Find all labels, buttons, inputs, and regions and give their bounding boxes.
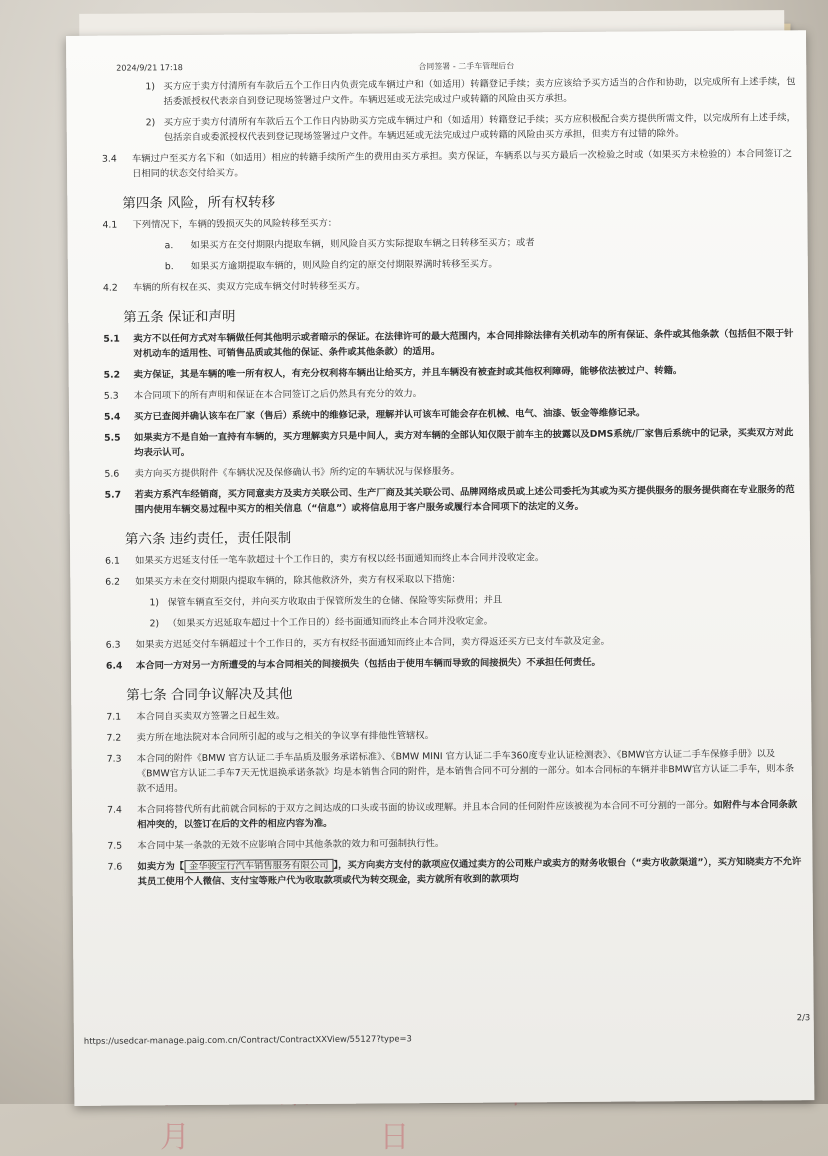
- clause-text: 本合同的附件《BMW 官方认证二手车品质及服务承诺标准》、《BMW MINI 官方认证二手车360度专业认证检测表》、《BMW官方认证二手车保修手册》以及《BMW官方认证二手车7天无忧退换承诺条款》均是本销售合同的附件，是本销售合同不可分割的一部分。如本合同标的车辆并非BMW官方认证二手车，则本条款不适用。: [136, 748, 795, 795]
- page-number: 2/3: [796, 1012, 811, 1023]
- clause: [104, 425, 799, 460]
- clause-number: 2): [145, 117, 156, 129]
- clause-number: 6.1: [105, 555, 120, 567]
- clause-text: 保管车辆直至交付，并向买方收取由于保管所发生的仓储、保险等实际费用；并且: [167, 594, 503, 609]
- clause-text: 如果买方未在交付期限内提取车辆的，除其他救济外，卖方有权采取以下措施：: [135, 573, 461, 588]
- clause: [106, 725, 801, 745]
- clause-text: 本合同中某一条款的无效不应影响合同中其他条款的效力和可强制执行性。: [137, 838, 445, 852]
- clause: [105, 569, 800, 589]
- clause: [101, 146, 797, 181]
- clause-number: 7.6: [107, 861, 123, 873]
- clause-text: 如果卖方迟延交付车辆超过十个工作日的，买方有权经书面通知而终止本合同，卖方得返还买方已支付车款及定金。: [135, 635, 610, 651]
- clause-number: 1): [149, 597, 160, 609]
- contract-page: [66, 30, 814, 1106]
- clause: [105, 653, 801, 673]
- clause: [107, 833, 802, 853]
- clause-text: 若卖方系汽车经销商，买方同意卖方及卖方关联公司、生产厂商及其关联公司、品牌网络成员或上述公司委托为其或为买方提供服务的服务提供商在专业服务的范围内使用车辆交易过程中买方的相关信息（“信息”）或将信息用于客户服务或履行本合同项下的法定的义务。: [134, 484, 795, 516]
- clause-number: 5.6: [104, 468, 120, 480]
- clause-number: 5.5: [104, 432, 121, 444]
- clause-number: a.: [164, 240, 174, 252]
- clause-text: 本合同项下的所有声明和保证在本合同签订之后仍然具有充分的效力。: [133, 388, 423, 402]
- clause: [105, 548, 800, 568]
- clause-text: 买方已查阅并确认该车在厂家（售后）系统中的维修记录，理解并认可该车可能会存在机械、电气、油漆、钣金等维修记录。: [133, 407, 646, 423]
- clause-text: 卖方不以任何方式对车辆做任何其他明示或者暗示的保证。在法律许可的最大范围内，本合同排除法律有关机动车的所有保证、条件或其他条款（包括但不限于针对机动车的适用性、可销售品质或其他的保证、条件或其他条款）的适用。: [133, 328, 794, 360]
- clause-text: 如果卖方不是自始一直持有车辆的，买方理解卖方只是中间人，卖方对车辆的全部认知仅限于前车主的披露以及DMS系统/厂家售后系统中的记录，买卖双方对此均表示认可。: [134, 427, 794, 459]
- clause: [103, 362, 799, 382]
- clause: [116, 611, 801, 631]
- clause-text: （如果买方迟延取车超过十个工作日的）经书面通知而终止本合同并没收定金。: [167, 615, 494, 630]
- clause-text: 卖方保证，其是车辆的唯一所有权人，有充分权利将车辆出让给买方，并且车辆没有被查封或其他权利障碍，能够依法被过户、转籍。: [133, 365, 683, 381]
- clause: [102, 212, 797, 232]
- clause: [112, 110, 797, 145]
- clause-number: 7.4: [107, 804, 122, 816]
- clause-number: 1): [145, 81, 155, 93]
- section-heading: 第六条 违约责任，责任限制: [124, 530, 292, 548]
- clause-number: 5.1: [103, 333, 120, 345]
- clause-number: 7.2: [106, 732, 122, 744]
- bottom-stamp-text: 月 日: [160, 1120, 500, 1155]
- clause-text: 车辆的所有权在买、卖双方完成车辆交付时转移至买方。: [132, 280, 366, 294]
- section-heading: 第四条 风险，所有权转移: [122, 194, 276, 212]
- clause-text: 如果买方逾期提取车辆的，则风险自约定的原交付期限界满时转移至买方。: [190, 258, 498, 273]
- clause: [104, 482, 800, 517]
- clause-number: b.: [164, 261, 174, 273]
- clause-number: 6.4: [105, 660, 123, 672]
- clause: [107, 797, 802, 832]
- clause-text: 买方应于卖方付清所有车款后五个工作日内协助买方完成车辆过户和（如适用）转籍登记手续；买方应积极配合卖方提供所需文件，以完成所有上述手续，包括亲自或委派授权代表到登记现场签署过户文件。车辆迟延或无法完成过户或转籍的风险由买方承担，但卖方有过错的除外。: [163, 112, 796, 144]
- clause: [113, 254, 798, 274]
- header-title: 合同签署 - 二手车管理后台: [418, 61, 515, 72]
- clause: [113, 233, 798, 253]
- clause-number: 6.3: [105, 639, 121, 651]
- clause-text: 买方应于卖方付清所有车款后五个工作日内负责完成车辆过户和（如适用）转籍登记手续；卖方应该给予买方适当的合作和协助，以完成所有上述手续，包括委派授权代表亲自到登记现场签署过户文件。车辆迟延或无法完成过户或转籍的风险由买方承担。: [163, 76, 796, 108]
- company-name-box: 金华骏宝行汽车销售服务有限公司: [184, 859, 334, 873]
- section-heading: 第五条 保证和声明: [123, 308, 236, 326]
- clause: [107, 854, 802, 889]
- clause-number: 7.1: [106, 711, 122, 723]
- clause-number: 4.2: [102, 282, 118, 294]
- clause-text: 车辆过户至买方名下和（如适用）相应的转籍手续所产生的费用由买方承担。卖方保证，车辆系以与买方最后一次检验之时或（如果买方未检验的）本合同签订之日相同的状态交付给买方。: [131, 148, 793, 180]
- clause-text: 本合同将替代所有此前就合同标的于双方之间达成的口头或书面的协议或理解。并且本合同的任何附件应该被视为本合同不可分割的一部分。如附件与本合同条款相冲突的，以签订在后的文件的相应内容为准。: [137, 799, 798, 831]
- clause: [111, 74, 796, 109]
- clause-number: 2): [149, 618, 160, 630]
- clause: [102, 275, 798, 295]
- clause: [115, 590, 800, 610]
- clause-number: 5.3: [103, 390, 119, 402]
- clause-number: 5.7: [104, 489, 122, 501]
- clause-text: 如卖方为【 金华骏宝行汽车销售服务有限公司 】，买方向卖方支付的款项应仅通过卖方的公司账户或卖方的财务收银台（“卖方收款渠道”），买方知晓卖方不允许其员工使用个人微信、支付宝等账户代为收取款项或代为转交现金，卖方就所有收到的款项均: [137, 856, 802, 888]
- clause-number: 3.4: [101, 153, 117, 165]
- clause: [106, 704, 801, 724]
- header-date: 2024/9/21 17:18: [116, 63, 183, 73]
- clause-text: 如果买方迟延支付任一笔车款超过十个工作日的，卖方有权以经书面通知而终止本合同并没收定金。: [135, 552, 545, 567]
- clause-text: 卖方所在地法院对本合同所引起的或与之相关的争议享有排他性管辖权。: [136, 730, 435, 744]
- clause-text: 如果买方在交付期限内提取车辆，则风险自买方实际提取车辆之日转移至买方；或者: [190, 237, 535, 252]
- clause-text: 本合同一方对另一方所遭受的与本合同相关的间接损失（包括由于使用车辆而导致的间接损失）不承担任何责任。: [135, 656, 601, 672]
- clause-text: 本合同自买卖双方签署之日起生效。: [136, 710, 286, 723]
- clause-text: 下列情况下，车辆的毁损灭失的风险转移至买方：: [132, 217, 338, 231]
- clause: [103, 326, 798, 361]
- section-heading: 第七条 合同争议解决及其他: [126, 686, 293, 704]
- clause-text: 卖方向买方提供附件《车辆状况及保修确认书》所约定的车辆状况与保修服务。: [134, 465, 460, 480]
- clause: [103, 383, 799, 403]
- footer-url: https://usedcar-manage.paig.com.cn/Contract/ContractXXView/55127?type=3: [83, 1033, 412, 1046]
- clause: [104, 461, 799, 481]
- clause-number: 7.5: [107, 840, 123, 852]
- clause-number: 5.4: [103, 411, 121, 423]
- clause: [103, 404, 799, 424]
- clause-number: 5.2: [103, 369, 121, 381]
- clause-number: 6.2: [105, 576, 121, 588]
- clause: [105, 632, 801, 652]
- clause-number: 4.1: [102, 219, 118, 231]
- clause: [106, 746, 802, 796]
- clause-number: 7.3: [106, 753, 122, 765]
- contract-body: [101, 74, 802, 895]
